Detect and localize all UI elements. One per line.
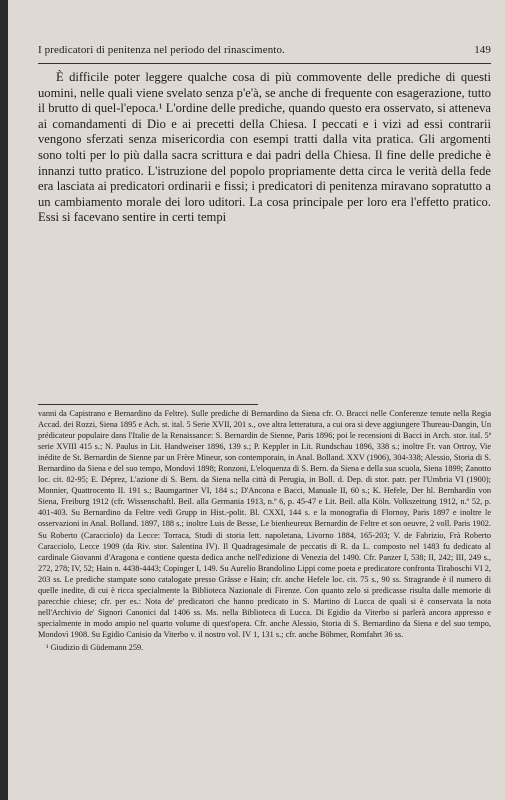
page-number: 149	[474, 44, 491, 56]
header-rule	[38, 63, 491, 64]
footnote-continued: vanni da Capistrano e Bernardino da Feltre). Sulle prediche di Bernardino da Siena cfr. O. Bracci nelle Conferenze tenute nella Regia Accad. dei Rozzi, Siena 1895 e Ach. st. ital. 5 Serie XVII, 201 s., ove altra letteratura, a cui ora si deve aggiungere Thureau-Dangin, Un prédicateur populaire dans l'Italie de la Renaissance: S. Bernardin de Sienne, Paris 1896; poi le recensioni di Bacci in Arch. stor. ital. 5ª serie XVIII 415 s.; N. Paulus in Lit. Handweiser 1896, 139 s.; P. Keppler in Lit. Rundschau 1896, 338 s.; inoltre Fr. van Ortroy, Vie inédite de St. Bernardin de Sienne par un Frère Mineur, son contemporain, in Anal. Bolland. XXV (1906), 304-338; Alessio, Storia di S. Bernardino da Siena e del suo tempo, Mondovì 1898; Ronzoni, L'eloquenza di S. Bern. da Siena e della sua scuola, Siena 1899; Zanotto loc. cit. 82-95; E. Déprez, L'azione di S. Bern. da Siena nella città di Perugia, in Boll. d. Dep. di stor. patr. per l'Umbria VI (1900); Monnier, Quattrocento II. 191 s.; Baumgartner VI, 184 s.; D'Ancona e Bacci, Manuale II, 60 s.; K. Hefele, Der hl. Bernhardin von Siena, Freiburg 1912 (cfr. Wissenschaftl. Beil. alla Germania 1913, n.º 6, p. 45-47 e Lit. Beil. alla Köln. Volkszeitung 1912, n.º 52, p. 401-403. Su Bernardino da Feltre vedi Grupp in Hist.-polit. Bl. CXXI, 144 s. e la monografia di Flornoy, Paris 1897 e inoltre le osservazioni in Anal. Bolland. 1897, 188 s.; inoltre Luis de Besse, Le bienheureux Bernardin de Feltre et son oeuvre, 2 voll. Paris 1902. Su Roberto (Caracciolo) da Lecce: Torraca, Studi di storia lett. napoletana, Livorno 1884, 165-203; V. de Fabrizio, Frà Roberto Caracciolo, Lecce 1909 (da Riv. stor. Salentina IV). Il Quadragesimale de peccatis di R. da L. composto nel 1483 fu dedicato al cardinale Giovanni d'Aragona e contiene questa dedica anche nell'edizione di Venezia del 1490. Cfr. Panzer I, 538; II, 242; III, 249 s., 272, 278; IV, 52; Hain n. 4438-4443; Copinger I, 149. Su Aurelio Brandolino Lippi come poeta e predicatore confronta Tiraboschi VI 2, 203 ss. Le prediche stampate sono catalogate presso Grässe e Hain; cfr. anche Hefele loc. cit. 75 s., 90 ss. Stragrande è il numero di quelle inedite, di cui è ricca specialmente la Biblioteca Nazionale di Firenze. Con quanto zelo si predicasse risulta dalle memorie di parecchie chiese; cfr. per es.: Nota de' predicatori che hanno predicato in S. Martino di Lucca de quali si è conservata la nota nell'Archivio de' Signori Canonici dal 1406 ss. Ms. nella Biblioteca di Lucca. Di Egidio da Viterbo si parlerà ancora appresso e specialmente in modo ampio nel quarto volume di quest'opera. Cfr. anche Alessio, Storia di S. Bernardino da Siena e del suo tempo, Mondovì 1908. Su Egidio Canisio da Viterbo v. il nostro vol. IV 1, 131 s.; cfr. anche Böhmer, Romfahrt 36 ss.	[38, 409, 491, 639]
running-header	[38, 44, 491, 56]
running-title: I predicatori di penitenza nel periodo del rinascimento.	[38, 44, 285, 56]
footnote-1: ¹ Giudizio di Güdemann 259.	[46, 642, 144, 652]
footnotes	[38, 408, 491, 653]
main-text	[38, 70, 491, 226]
scan-edge	[0, 0, 8, 800]
main-paragraph: È difficile poter leggere qualche cosa di più commovente delle prediche di questi uomini, nelle quali viene svelato senza p'e'à, se anche di frequente con esagerazione, tutto il brutto di quel-l'epoca.¹ L'ordine delle prediche, quando questo era osservato, si atteneva ai comandamenti di Dio e ai precetti della Chiesa. I peccati e i vizi ad essi contrarii vengono sferzati senza misericordia con esempi tratti dalla vita pratica. Gli argomenti sono tolti per lo più dalla sacra scrittura e dai padri della Chiesa. Il fine delle prediche è innanzi tutto pratico. L'istruzione del popolo propriamente detta circa le verità della fede era lasciata ai predicatori ordinarii e fissi; i predicatori di penitenza miravano sopratutto a un cambiamento morale dei loro uditori. La cosa principale per loro era l'effetto pratico. Essi si facevano sentire in certi tempi	[38, 70, 491, 225]
footnote-rule	[38, 404, 258, 405]
